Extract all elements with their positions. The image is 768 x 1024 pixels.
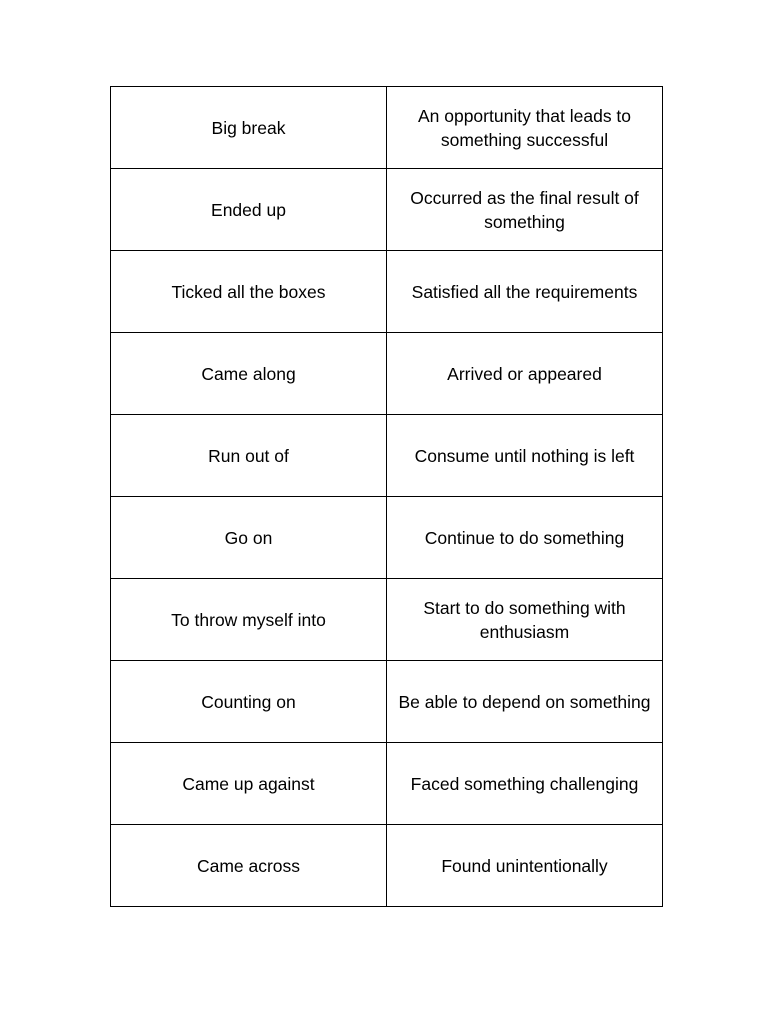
term-cell: To throw myself into (111, 579, 387, 661)
term-cell: Came across (111, 825, 387, 907)
definition-cell: Start to do something with enthusiasm (387, 579, 663, 661)
table-row (111, 825, 663, 907)
table-row (111, 169, 663, 251)
term-cell: Ticked all the boxes (111, 251, 387, 333)
term-cell: Run out of (111, 415, 387, 497)
term-cell: Counting on (111, 661, 387, 743)
definition-cell: Faced something challenging (387, 743, 663, 825)
table-row (111, 87, 663, 169)
table-row (111, 743, 663, 825)
definition-cell: Arrived or appeared (387, 333, 663, 415)
term-cell: Came along (111, 333, 387, 415)
table-row (111, 333, 663, 415)
table-row (111, 251, 663, 333)
definition-cell: Continue to do something (387, 497, 663, 579)
term-cell: Ended up (111, 169, 387, 251)
phrase-definition-table (110, 86, 663, 907)
definition-cell: Found unintentionally (387, 825, 663, 907)
definition-cell: Be able to depend on something (387, 661, 663, 743)
term-cell: Big break (111, 87, 387, 169)
definition-cell: Satisfied all the requirements (387, 251, 663, 333)
table-row (111, 415, 663, 497)
table-row (111, 579, 663, 661)
table-row (111, 661, 663, 743)
term-cell: Go on (111, 497, 387, 579)
definition-cell: Consume until nothing is left (387, 415, 663, 497)
definition-cell: Occurred as the final result of something (387, 169, 663, 251)
table-body (111, 87, 663, 907)
term-cell: Came up against (111, 743, 387, 825)
definition-cell: An opportunity that leads to something successful (387, 87, 663, 169)
table-row (111, 497, 663, 579)
